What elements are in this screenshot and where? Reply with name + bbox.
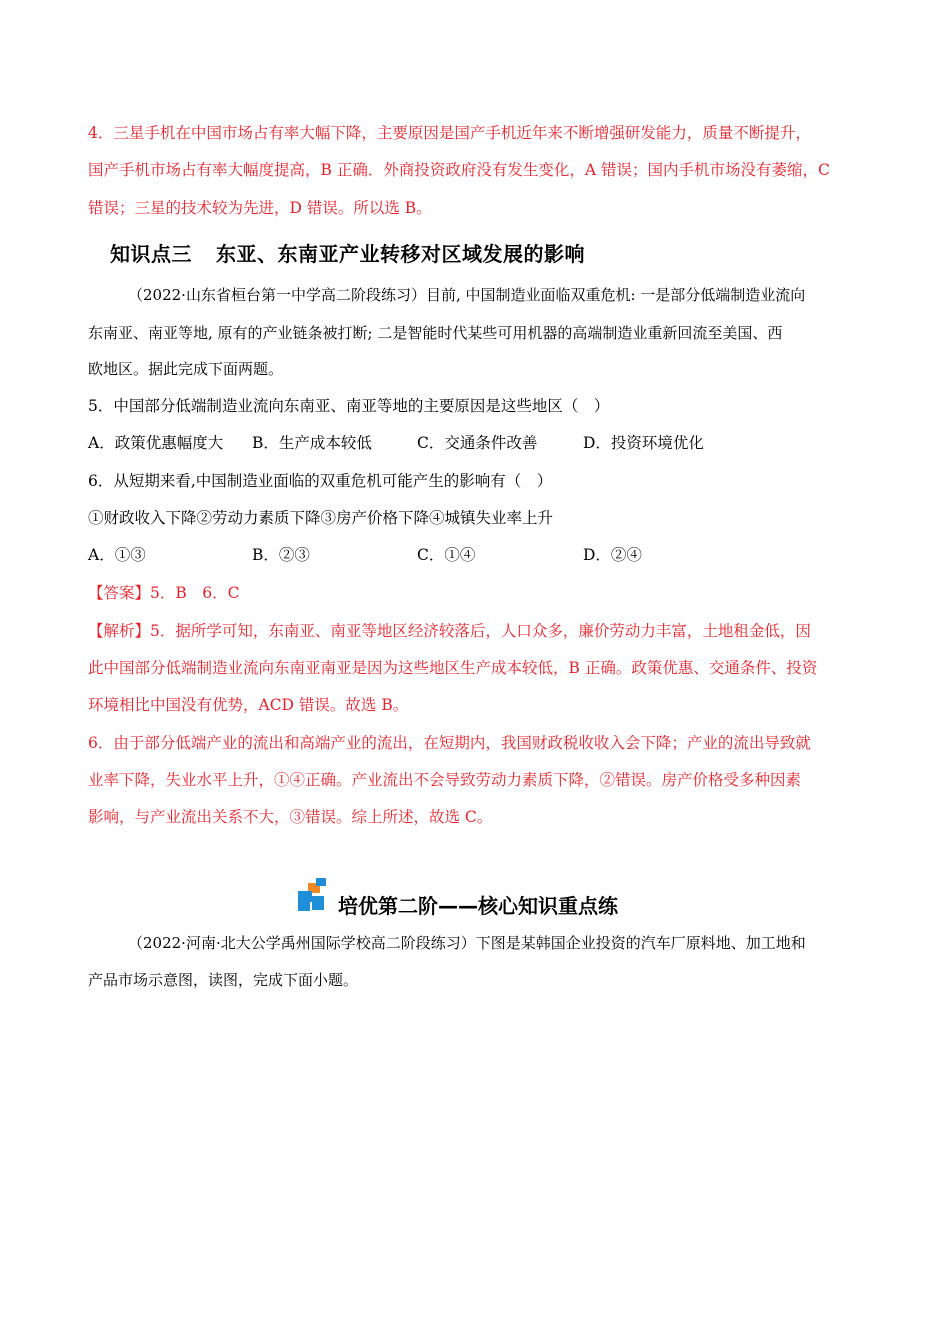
analysis-line-5: 业率下降，失业水平上升，①④正确。产业流出不会导致劳动力素质下降，②错误。房产价格受多种因素 [88,771,802,789]
analysis-line-2: 此中国部分低端制造业流向东南亚南亚是因为这些地区生产成本较低，B 正确。政策优惠、交通条件、投资 [88,659,818,677]
q6-option-d: D．②④ [583,546,642,564]
section-logo-icon [298,878,330,912]
answer-line: 【答案】5．B 6．C [88,584,240,602]
section-3-label: 知识点三 [110,242,192,266]
analysis-line-6: 影响，与产业流出关系不大，③错误。综上所述，故选 C。 [88,808,493,826]
q6-option-b: B．②③ [252,546,310,564]
analysis-line-1: 【解析】5．据所学可知，东南亚、南亚等地区经济较落后，人口众多，廉价劳动力丰富，土地租金低，因 [88,622,811,640]
q6-stem: 6．从短期来看,中国制造业面临的双重危机可能产生的影响有（ ） [88,472,553,490]
material-1-line-1: （2022·山东省桓台第一中学高二阶段练习）目前, 中国制造业面临双重危机: 一是部分低端制造业流向 [128,286,806,304]
material-1-line-3: 欧地区。据此完成下面两题。 [88,360,284,378]
q5-option-a: A．政策优惠幅度大 [88,434,224,452]
material-2-line-1: （2022·河南·北大公学禹州国际学校高二阶段练习）下图是某韩国企业投资的汽车厂原料地、加工地和 [128,934,806,952]
section-3-heading [110,238,585,267]
q5-stem: 5．中国部分低端制造业流向东南亚、南亚等地的主要原因是这些地区（ ） [88,397,610,415]
analysis-line-3: 环境相比中国没有优势，ACD 错误。故选 B。 [88,696,409,714]
q5-option-c: C．交通条件改善 [417,434,538,452]
advanced-section-heading: 培优第二阶——核心知识重点练 [338,894,618,918]
section-3-title: 东亚、东南亚产业转移对区域发展的影响 [216,242,585,266]
q6-option-a: A．①③ [88,546,146,564]
q6-items: ①财政收入下降②劳动力素质下降③房产价格下降④城镇失业率上升 [88,509,554,527]
q5-option-b: B．生产成本较低 [252,434,372,452]
q4-explanation-line-2: 国产手机市场占有率大幅度提高，B 正确．外商投资政府没有发生变化，A 错误；国内手机市场没有萎缩，C [88,161,830,179]
q5-option-d: D．投资环境优化 [583,434,704,452]
q4-explanation-line-1: 4．三星手机在中国市场占有率大幅下降，主要原因是国产手机近年来不断增强研发能力，质量不断提升， [88,124,811,142]
analysis-line-4: 6．由于部分低端产业的流出和高端产业的流出，在短期内，我国财政税收收入会下降；产业的流出导致就 [88,734,811,752]
material-1-line-2: 东南亚、南亚等地, 原有的产业链条被打断; 二是智能时代某些可用机器的高端制造业重新回流至美国、西 [88,324,783,342]
q4-explanation-line-3: 错误；三星的技术较为先进，D 错误。所以选 B。 [88,199,432,217]
q6-option-c: C．①④ [417,546,476,564]
material-2-line-2: 产品市场示意图，读图，完成下面小题。 [88,971,359,989]
